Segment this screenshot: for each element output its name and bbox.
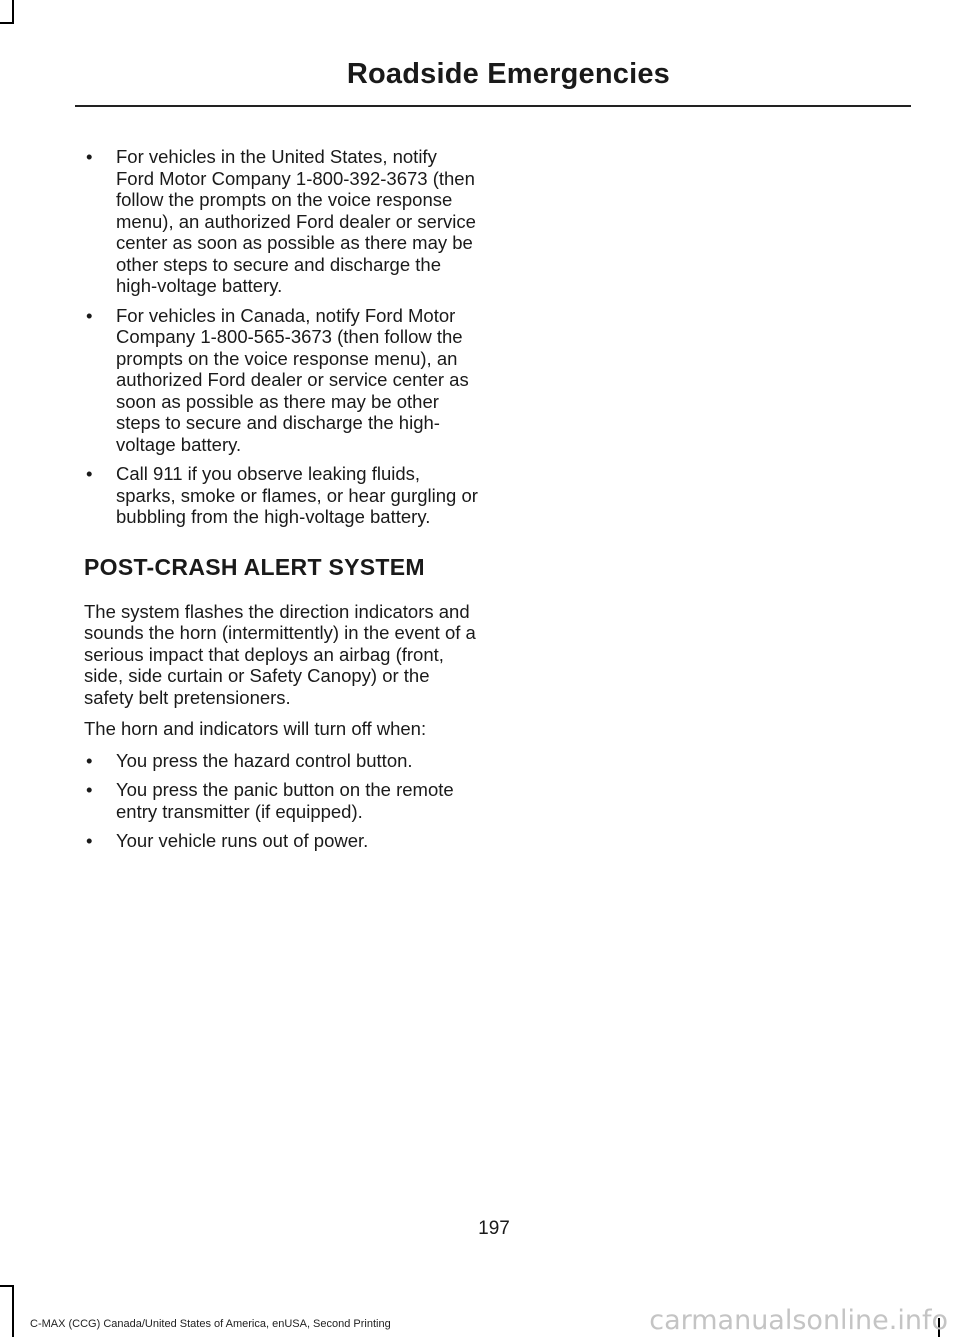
bullet-icon: •	[86, 463, 93, 484]
list-item	[84, 463, 479, 528]
bullet-icon: •	[86, 779, 93, 800]
list-item-text: Call 911 if you observe leaking fluids, sparks, smoke or flames, or hear gurgling or bubbling from the high-voltage battery.	[116, 463, 478, 527]
bullet-list-bottom	[84, 750, 479, 852]
list-item-text: Your vehicle runs out of power.	[116, 830, 369, 851]
crop-mark-top-left-h	[0, 22, 14, 24]
list-item	[84, 830, 479, 852]
main-content	[84, 146, 479, 860]
section-paragraph-intro: The horn and indicators will turn off when:	[84, 718, 427, 739]
crop-mark-bottom-left-h	[0, 1285, 14, 1287]
bullet-list-top	[84, 146, 479, 528]
bullet-icon: •	[86, 146, 93, 167]
bullet-icon: •	[86, 749, 93, 771]
section-paragraph: The system flashes the direction indicators and sounds the horn (intermittently) in the event of a serious impact that deploys an airbag (front, side, side curtain or Safety Canopy) or the safety belt pretensioners.	[84, 600, 476, 708]
list-item-text: You press the panic button on the remote entry transmitter (if equipped).	[116, 779, 454, 822]
section-heading: POST-CRASH ALERT SYSTEM	[84, 553, 425, 580]
crop-mark-bottom-left-v	[12, 1285, 14, 1337]
crop-mark-top-left-v	[12, 0, 14, 22]
bullet-icon: •	[86, 304, 93, 326]
footer-text: C-MAX (CCG) Canada/United States of America, enUSA, Second Printing	[30, 1318, 391, 1330]
header-divider	[75, 105, 911, 107]
page-number: 197	[478, 1218, 510, 1239]
page-header-title: Roadside Emergencies	[346, 58, 670, 90]
list-item	[84, 779, 479, 822]
list-item-text: You press the hazard control button.	[116, 749, 413, 771]
list-item	[84, 146, 479, 297]
list-item-text: For vehicles in the United States, notify Ford Motor Company 1-800-392-3673 (then follow the prompts on the voice response menu), an authorized Ford dealer or service center as soon as possible as there may be other steps to secure and discharge the high-voltage battery.	[116, 146, 476, 296]
list-item-text: For vehicles in Canada, notify Ford Motor Company 1-800-565-3673 (then follow the prompts on the voice response menu), an authorized Ford dealer or service center as soon as possible as there may be other steps to secure and discharge the high-voltage battery.	[116, 304, 469, 455]
bullet-icon: •	[86, 830, 93, 851]
list-item	[84, 305, 479, 456]
watermark: carmanualsonline.info	[649, 1305, 948, 1336]
list-item	[84, 750, 479, 772]
